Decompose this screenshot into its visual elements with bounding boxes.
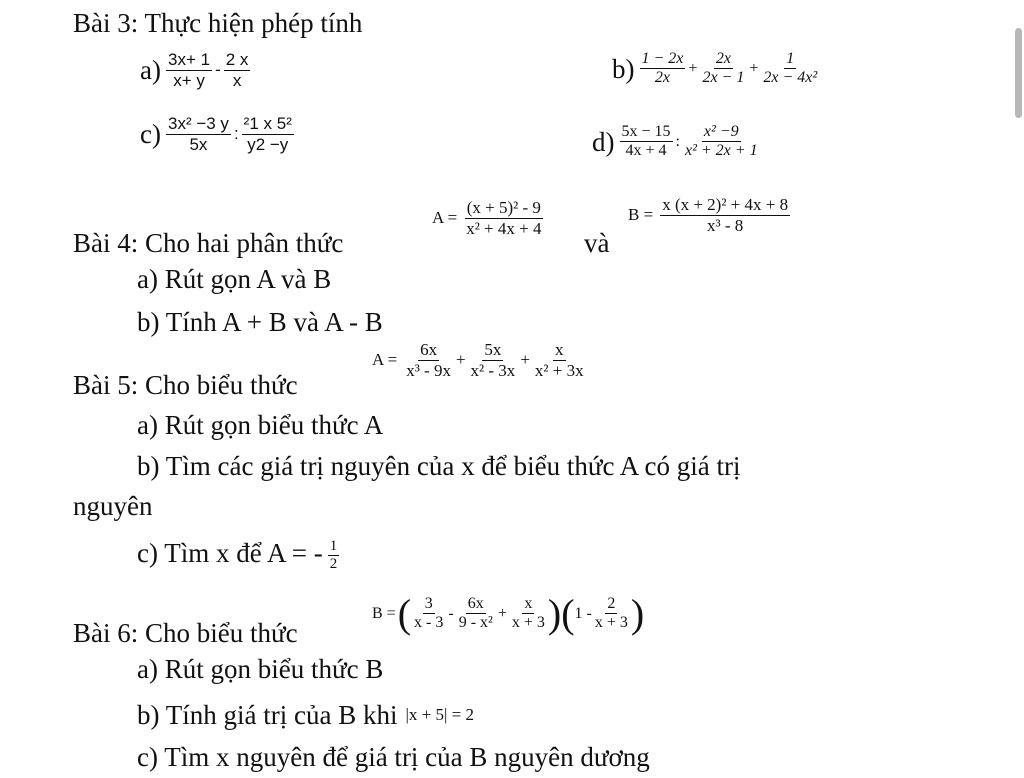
lhs: A = — [372, 350, 398, 370]
operator: : — [675, 132, 680, 150]
fraction: $\frac{1 - 2x}{2x}$ — [641, 50, 684, 87]
bai5-a: a) Rút gọn biểu thức A — [137, 410, 384, 440]
fraction: $\frac{\text{3x² −3 y}}{5x}$ — [167, 114, 229, 154]
bai6-b — [137, 700, 474, 730]
fraction: $\frac{3x+ 1}{x+ y}$ — [167, 50, 211, 90]
fraction: $\frac{\text{x² −9}}{\text{x² + 2x + 1}}$ — [684, 123, 758, 160]
bai6-a: a) Rút gọn biểu thức B — [137, 654, 384, 684]
bai6-c: c) Tìm x nguyên để giá trị của B nguyên dương — [137, 742, 650, 772]
bai3-title: Bài 3: Thực hiện phép tính — [73, 8, 363, 38]
bai3-c — [140, 114, 295, 154]
item-label: a) — [140, 55, 161, 86]
operator: + — [749, 59, 759, 77]
bai5-title: Bài 5: Cho biểu thức — [73, 370, 298, 400]
operator: - — [448, 604, 454, 622]
bai6-formula-B — [370, 590, 644, 637]
fraction: $\frac{5x}{\text{x² - 3x}}$ — [470, 340, 516, 380]
operator: + — [455, 350, 466, 370]
bai5-formula-A — [370, 340, 587, 380]
bai5-c-text: c) Tìm x để A = - — [137, 538, 323, 568]
bai3-b — [612, 50, 820, 88]
fraction: $\frac{2}{x + 3}$ — [594, 594, 628, 631]
fraction: $\frac{1}{2}$ — [329, 538, 338, 573]
lhs: B = — [628, 205, 654, 225]
operator: : — [233, 124, 239, 144]
fraction: $\frac{5x - 15}{4x + 4}$ — [621, 123, 671, 160]
fraction: $\frac{6x}{\text{9 - x²}}$ — [458, 594, 493, 631]
item-label: d) — [592, 126, 615, 157]
bai3-d — [592, 123, 761, 161]
item-label: c) — [140, 119, 161, 150]
bai6-title: Bài 6: Cho biểu thức — [73, 618, 298, 648]
operator: + — [497, 604, 507, 622]
connector-va: và — [584, 228, 610, 258]
bai4-a: a) Rút gọn A và B — [137, 264, 332, 294]
bai5-b-line2: nguyên — [73, 491, 153, 521]
bai6-b-condition: |x + 5| = 2 — [405, 705, 474, 724]
scrollbar[interactable] — [1015, 28, 1022, 118]
fraction: $\frac{2x}{2x - 1}$ — [702, 50, 745, 87]
bai4-title: Bài 4: Cho hai phân thức — [73, 228, 344, 258]
paren-close: ) — [547, 591, 562, 636]
fraction: $\frac{\text{(x + 5)² - 9}}{\text{x² + 4x + 4}}$ — [466, 198, 542, 238]
bai6-b-text: b) Tính giá trị của B khi — [137, 700, 398, 730]
item-label: b) — [612, 53, 635, 84]
fraction: $\frac{x}{x + 3}$ — [511, 594, 545, 631]
bai5-c — [137, 538, 340, 574]
fraction: $\frac{3}{x - 3}$ — [414, 594, 444, 631]
lhs: A = — [432, 208, 458, 228]
paren-close: ) — [630, 591, 645, 636]
operator: + — [688, 59, 698, 77]
bai4-formula-B — [626, 195, 791, 235]
bai4-formula-A — [430, 198, 544, 238]
operator: - — [215, 60, 221, 80]
bai3-a — [140, 50, 251, 90]
lhs: B = — [372, 604, 396, 622]
fraction: $\frac{x}{\text{x² + 3x}}$ — [534, 340, 584, 380]
operator: + — [520, 350, 530, 370]
fraction: $\frac{\text{x (x + 2)² + 4x + 8}}{\text{x³ - 8}}$ — [662, 195, 789, 235]
fraction: $\frac{6x}{\text{x³ - 9x}}$ — [406, 340, 451, 380]
fraction: $\frac{2 x}{x}$ — [225, 50, 249, 90]
bai5-b-line1: b) Tìm các giá trị nguyên của x để biểu thức A có giá trị — [137, 451, 741, 481]
fraction: $\frac{1}{\text{2x − 4x²}}$ — [763, 50, 818, 87]
one-minus: 1 - — [574, 604, 592, 622]
fraction: $\frac{\text{²1 x 5²}}{y2 -y}$ — [243, 114, 292, 154]
paren-open: ( — [561, 591, 575, 636]
paren-open: ( — [397, 591, 412, 636]
bai4-b: b) Tính A + B và A - B — [137, 307, 383, 337]
